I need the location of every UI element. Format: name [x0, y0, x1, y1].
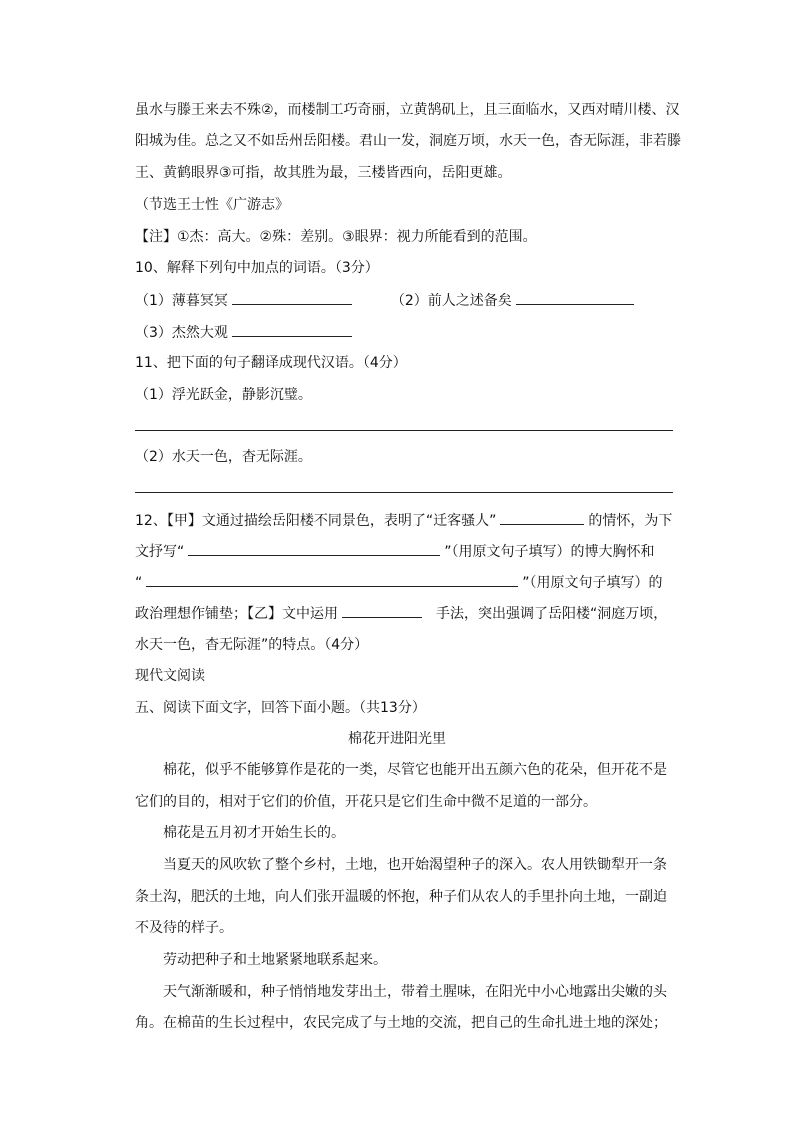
passage-line-1: 虽水与滕王来去不殊②，而楼制工巧奇丽，立黄鹄矶上，且三面临水，又西对晴川楼、汉 [135, 102, 680, 118]
article-line: 棉花是五月初才开始生长的。 [163, 825, 345, 841]
q12-text-2a: 文抒写“ [135, 544, 185, 560]
q12-blank-4[interactable] [342, 603, 422, 618]
passage-source: （节选王士性《广游志》 [135, 197, 289, 213]
article-line: 它们的目的，相对于它们的价值，开花只是它们生命中微不足道的一部分。 [135, 794, 597, 810]
q10-item-1-text: 薄暮冥冥 [171, 293, 228, 309]
passage-line-3: 王、黄鹤眼界③可指，故其胜为最，三楼皆西向，岳阳更雄。 [135, 165, 512, 181]
q10-item-2-text: 前人之述备矣 [427, 293, 512, 309]
article-title: 棉花开进阳光里 [348, 731, 446, 747]
q12-blank-1[interactable] [500, 510, 584, 525]
article-line: 不及待的样子。 [135, 920, 233, 936]
q10-item-1-num: （1） [135, 293, 172, 309]
q10-row-1 [135, 290, 638, 311]
q12-text-2b: ”（用原文句子填写）的博大胸怀和 [444, 544, 655, 560]
q10-item-3-num: （3） [135, 325, 172, 341]
q11-sentence-1: （1）浮光跃金，静影沉璧。 [135, 387, 312, 403]
q10-item-2-num: （2） [390, 293, 428, 309]
q10-answer-1-blank[interactable] [232, 290, 352, 305]
q12-text-4b: 手法，突出强调了岳阳楼“洞庭万顷， [436, 606, 668, 622]
article-line: 当夏天的风吹软了整个乡村，土地，也开始渴望种子的深入。农人用铁锄犁开一条 [163, 857, 667, 873]
q12-text-4a: 政治理想作铺垫；【乙】文中运用 [135, 606, 338, 622]
q10-answer-2-blank[interactable] [516, 290, 634, 305]
q12-line-4 [135, 603, 667, 624]
q12-text-3a: “ [135, 575, 143, 591]
article-line: 角。在棉苗的生长过程中，农民完成了与土地的交流，把自己的生命扎进土地的深处； [135, 1015, 667, 1031]
q12-blank-3[interactable] [146, 572, 518, 587]
q12-blank-2[interactable] [188, 541, 440, 556]
article-line: 天气渐渐暖和，种子悄悄地发芽出土，带着土腥味，在阳光中小心地露出尖嫩的头 [163, 984, 667, 1000]
q12-line-2 [135, 541, 655, 562]
article-line: 条土沟，肥沃的土地，向人们张开温暖的怀抱，种子们从农人的手里扑向土地，一副迫 [135, 889, 667, 905]
passage-line-2: 阳城为佳。总之又不如岳州岳阳楼。君山一发，洞庭万顷，水天一色，杳无际涯，非若滕 [135, 133, 681, 149]
q11-sentence-2: （2）水天一色，杳无际涯。 [135, 449, 312, 465]
q12-text-1a: 12、【甲】文通过描绘岳阳楼不同景色，表明了“迁客骚人” [135, 513, 497, 529]
q11-answer-line-1[interactable] [135, 430, 673, 431]
section-5-heading: 五、阅读下面文字，回答下面小题。（共13分） [135, 700, 426, 716]
article-line: 劳动把种子和土地紧紧地联系起来。 [163, 952, 387, 968]
article-line: 棉花，似乎不能够算作是花的一类，尽管它也能开出五颜六色的花朵，但开花不是 [163, 762, 667, 778]
q12-line-1 [135, 510, 672, 531]
q11-stem: 11、把下面的句子翻译成现代汉语。（4分） [135, 355, 407, 371]
q10-answer-3-blank[interactable] [232, 322, 352, 337]
passage-note: 【注】①杰：高大。②殊：差别。③眼界：视力所能看到的范围。 [135, 229, 537, 245]
q12-line-3 [135, 572, 663, 593]
q11-answer-line-2[interactable] [135, 492, 673, 493]
q12-text-1b: 的情怀，为下 [588, 513, 673, 529]
q12-text-3b: ”（用原文句子填写）的 [522, 575, 663, 591]
q10-stem: 10、解释下列句中加点的词语。（3分） [135, 260, 379, 276]
q12-line-5: 水天一色，杳无际涯”的特点。（4分） [135, 637, 369, 653]
q10-row-2 [135, 322, 356, 343]
section-modern-reading: 现代文阅读 [135, 668, 205, 684]
q10-item-3-text: 杰然大观 [171, 325, 228, 341]
